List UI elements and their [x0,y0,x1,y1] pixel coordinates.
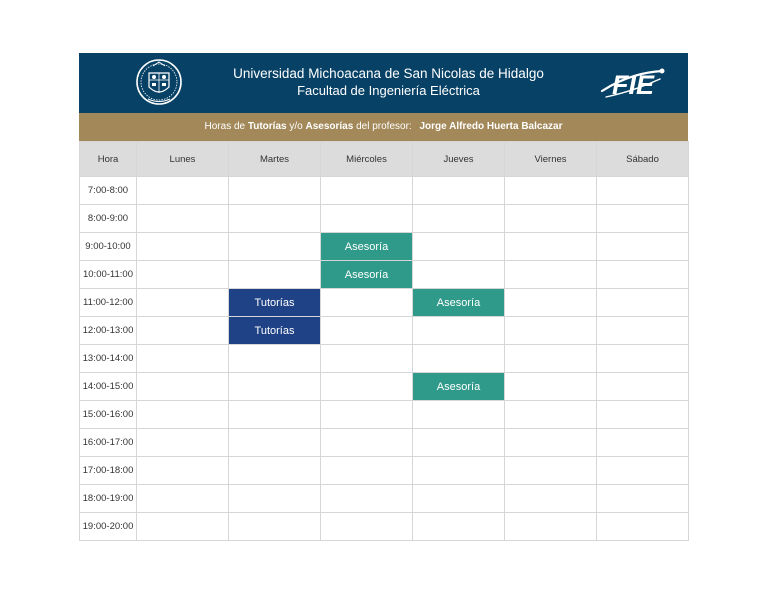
slot-viernes [505,485,597,513]
slot-lunes [137,401,229,429]
slot-sabado [597,345,689,373]
schedule-table [79,141,689,541]
slot-viernes [505,205,597,233]
slot-lunes [137,429,229,457]
professor-name: Jorge Alfredo Huerta Balcazar [419,121,563,132]
table-header-row [80,142,689,177]
slot-martes [229,261,321,289]
hour-cell: 10:00-11:00 [80,261,137,289]
hour-cell: 12:00-13:00 [80,317,137,345]
slot-jueves [413,317,505,345]
slot-miercoles-asesoria: Asesoría [321,261,413,289]
fie-logo-icon [600,61,668,103]
slot-lunes [137,289,229,317]
banner-suffix: del profesor: [356,121,412,132]
slot-jueves [413,205,505,233]
slot-jueves [413,177,505,205]
slot-lunes [137,233,229,261]
slot-martes [229,401,321,429]
slot-viernes [505,345,597,373]
slot-lunes [137,261,229,289]
slot-miercoles [321,513,413,541]
column-header-lunes: Lunes [137,142,229,177]
banner-connector: y/o [289,121,303,132]
hour-cell: 8:00-9:00 [80,205,137,233]
column-header-miercoles: Miércoles [321,142,413,177]
banner-tutorias: Tutorías [247,121,287,132]
slot-miercoles [321,345,413,373]
hour-cell: 15:00-16:00 [80,401,137,429]
column-header-martes: Martes [229,142,321,177]
banner-prefix: Horas de [204,121,246,132]
table-row [80,317,689,345]
slot-viernes [505,429,597,457]
slot-jueves [413,345,505,373]
hour-cell: 7:00-8:00 [80,177,137,205]
slot-sabado [597,485,689,513]
fie-logo-text: FIE [612,70,655,100]
slot-viernes [505,233,597,261]
slot-lunes [137,345,229,373]
slot-martes [229,205,321,233]
university-seal-icon [135,57,183,107]
slot-martes [229,485,321,513]
header-banner [79,53,688,113]
slot-miercoles [321,205,413,233]
slot-martes [229,373,321,401]
slot-sabado [597,373,689,401]
slot-jueves [413,429,505,457]
slot-miercoles [321,177,413,205]
slot-viernes [505,373,597,401]
slot-sabado [597,289,689,317]
slot-viernes [505,401,597,429]
slot-lunes [137,457,229,485]
hour-cell: 11:00-12:00 [80,289,137,317]
slot-sabado [597,429,689,457]
table-row [80,205,689,233]
slot-viernes [505,261,597,289]
university-name: Universidad Michoacana de San Nicolas de Hidalgo [233,66,544,81]
slot-sabado [597,457,689,485]
slot-martes [229,457,321,485]
schedule-body [80,177,689,541]
slot-lunes [137,205,229,233]
table-row [80,429,689,457]
table-row [80,513,689,541]
hour-cell: 19:00-20:00 [80,513,137,541]
slot-jueves [413,401,505,429]
slot-viernes [505,177,597,205]
slot-martes-tutorias: Tutorías [229,289,321,317]
slot-sabado [597,513,689,541]
slot-jueves [413,513,505,541]
table-row [80,457,689,485]
table-row [80,261,689,289]
table-row [80,373,689,401]
slot-martes [229,429,321,457]
slot-miercoles-asesoria: Asesoría [321,233,413,261]
slot-sabado [597,233,689,261]
slot-jueves-asesoria: Asesoría [413,289,505,317]
slot-lunes [137,373,229,401]
slot-miercoles [321,373,413,401]
table-row [80,177,689,205]
column-header-hora: Hora [80,142,137,177]
table-row [80,401,689,429]
table-row [80,289,689,317]
slot-miercoles [321,485,413,513]
slot-lunes [137,317,229,345]
header-titles [199,65,578,99]
slot-sabado [597,317,689,345]
banner-asesorias: Asesorías [305,121,354,132]
slot-sabado [597,261,689,289]
slot-viernes [505,513,597,541]
table-row [80,233,689,261]
slot-viernes [505,457,597,485]
slot-miercoles [321,457,413,485]
slot-lunes [137,513,229,541]
hour-cell: 14:00-15:00 [80,373,137,401]
hour-cell: 18:00-19:00 [80,485,137,513]
faculty-name: Facultad de Ingeniería Eléctrica [297,83,480,98]
column-header-jueves: Jueves [413,142,505,177]
slot-martes-tutorias: Tutorías [229,317,321,345]
table-row [80,345,689,373]
slot-miercoles [321,317,413,345]
slot-martes [229,233,321,261]
slot-miercoles [321,289,413,317]
slot-jueves [413,457,505,485]
column-header-sabado: Sábado [597,142,689,177]
hour-cell: 16:00-17:00 [80,429,137,457]
slot-viernes [505,317,597,345]
professor-banner [79,113,688,141]
slot-sabado [597,177,689,205]
table-row [80,485,689,513]
slot-martes [229,345,321,373]
slot-sabado [597,205,689,233]
hour-cell: 9:00-10:00 [80,233,137,261]
slot-miercoles [321,401,413,429]
slot-sabado [597,401,689,429]
slot-viernes [505,289,597,317]
hour-cell: 17:00-18:00 [80,457,137,485]
slot-jueves-asesoria: Asesoría [413,373,505,401]
slot-jueves [413,485,505,513]
slot-jueves [413,233,505,261]
slot-lunes [137,485,229,513]
slot-lunes [137,177,229,205]
slot-martes [229,177,321,205]
slot-miercoles [321,429,413,457]
slot-jueves [413,261,505,289]
column-header-viernes: Viernes [505,142,597,177]
hour-cell: 13:00-14:00 [80,345,137,373]
slot-martes [229,513,321,541]
